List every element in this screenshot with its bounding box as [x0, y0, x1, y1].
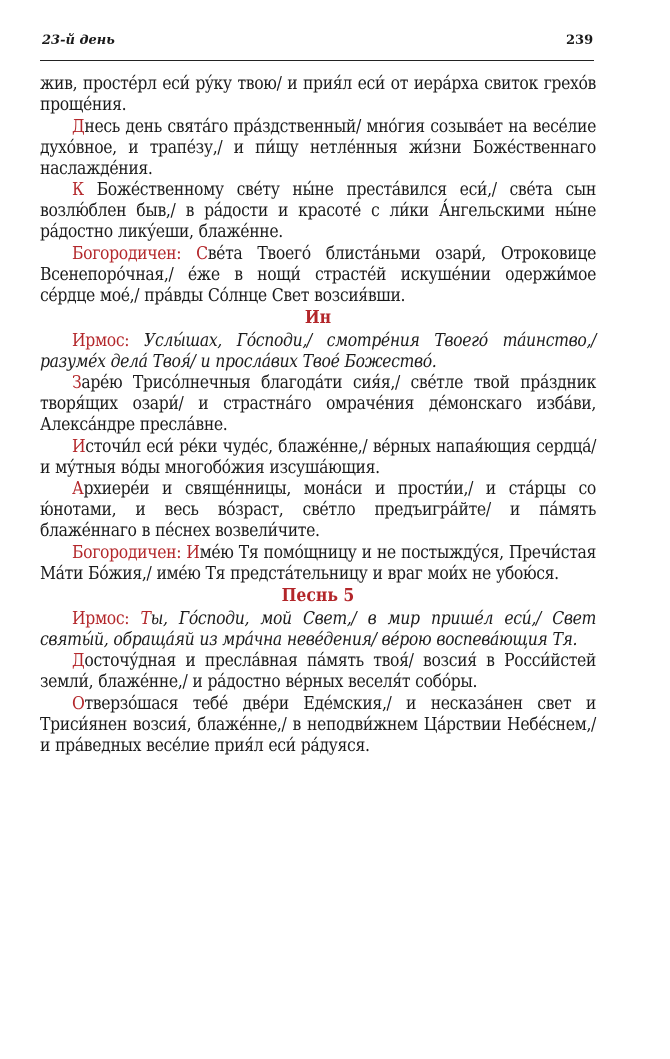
- theotokion-label: Богородичен:: [72, 243, 197, 264]
- theotokion: Богородичен: Свéта Твоегó блистáньми озари́, Отроковице Всенепоро́чная,/ éже в нощи́ страстéй искушéнии одержи́мое сéрдце моé,/ прáвды Со́лнце Свет возсия́вши.: [40, 243, 596, 306]
- troparion: К Божéственному свéту ны́не престáвился еси́,/ свéта сын возлю́блен быв,/ в рáдости и красотé с ли́ки А́нгельскими ны́не рáдостно лику́еши, блажéнне.: [40, 180, 596, 242]
- troparion: Зарéю Трисо́лнечныя благодáти сия́я,/ свéтле твой прáздник творя́щих озари́/ и страстнáго омрачéния дéмонскаго избáви, Алексáндре преслáвне.: [40, 373, 596, 435]
- irmos-label: Ирмос:: [72, 330, 144, 351]
- troparion: Днесь день святáго прáздственный/ мно́гия созывáет на весéлие духо́вное, и трапéзу,/ и пи́щу нетлéнныя жи́зни Божéственнаго наслаждéния.: [40, 116, 596, 179]
- section-heading-song-5: Песнь 5: [281, 585, 355, 606]
- initial-letter: С: [196, 243, 208, 264]
- initial-letter: О: [72, 693, 85, 714]
- initial-letter: К: [72, 180, 84, 200]
- text-body: [40, 74, 596, 757]
- troparion: Архиерéи и свящéнницы, монáси и прости́и,/ и стáрцы со ю́нотами, и весь во́зраст, свéтло предъигрáйте/ и пáмять блажéннаго в пéснех возвели́чите.: [40, 479, 596, 541]
- theotokion: Богородичен: Имéю Тя помо́щницу и не постыжду́ся, Пречи́стая Мáти Бо́жия,/ имéю Тя предстáтельницу и враг мои́х не убою́ся.: [40, 542, 596, 584]
- irmos-label: Ирмос:: [72, 608, 141, 629]
- irmos: Ирмос: Ты, Го́споди, мой Свет,/ в мир пришéл еси́,/ Свет святы́й, обращáяй из мрáчна невéдения/ вéрою воспевáющия Тя.: [40, 608, 596, 650]
- initial-letter: А: [72, 479, 84, 499]
- initial-letter: Д: [72, 116, 85, 137]
- header-rule: [40, 60, 594, 61]
- theotokion-label: Богородичен:: [72, 542, 187, 563]
- irmos: Ирмос: Услы́шах, Го́споди,/ смотрéния Твоегó тáинство,/ разумéх делá Твоя́/ и прослáвих Твоé Божество́.: [40, 330, 596, 372]
- initial-letter: И: [186, 542, 200, 563]
- initial-letter: И: [72, 436, 86, 457]
- initial-letter: З: [72, 373, 82, 393]
- initial-letter: Т: [140, 608, 151, 629]
- section-heading-in: Ин: [304, 307, 332, 328]
- troparion: Досточу́дная и преслáвная пáмять твоя́/ возсия́ в Росси́йстей земли́, блажéнне,/ и рáдостно вéрных веселя́т собо́ры.: [40, 651, 596, 692]
- troparion: Источи́л еси́ рéки чудéс, блажéнне,/ вéрных напая́ющия сердцá/ и му́тныя во́ды многобо́жия изсушáющия.: [40, 436, 596, 478]
- running-title: 23-й день: [42, 33, 115, 48]
- troparion: Отверзо́шася тебé двéри Едéмския,/ и несказáнен свет и Триси́янен возсия́, блажéнне,/ в неподви́жнем Цáрствии Небéснем,/ и прáведных весéлие прия́л еси́ рáдуяся.: [40, 693, 596, 756]
- initial-letter: Д: [72, 651, 85, 671]
- page-number: 239: [566, 33, 594, 48]
- paragraph-continuation: жив, простéрл еси́ рýку твою/ и прия́л еси́ от иерáрха свиток грехо́в прощéния.: [40, 74, 596, 115]
